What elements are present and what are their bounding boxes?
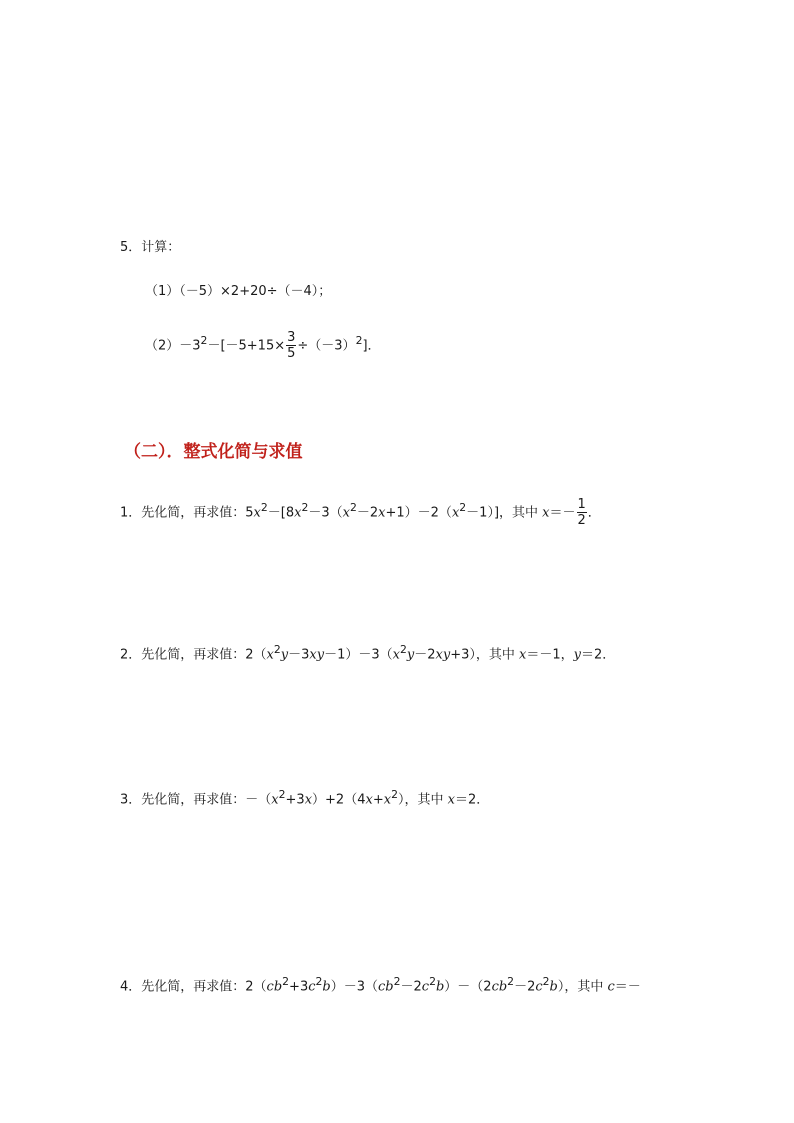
problem-2: 2．先化简，再求值：$2(x^2y-3xy-1)-3(x^2y-2xy+3)$，其中 x＝－1，y＝2． — [120, 643, 616, 663]
q5-part2: $(2)-3^2-[-5+15\times$ $\frac{3}{5}$ $\div(-3)^2$]． — [145, 330, 381, 361]
problem-3: 3．先化简，再求值：$-(x^2+3x)+2(4x+x^2)$，其中 x＝2． — [120, 788, 490, 808]
problem-1: 1．先化简，再求值：$5x^2-[8x^2-3(x^2-2x+1)-2(x^2-1)]$，其中 x＝－ $\frac{1}{2}$ ． — [120, 497, 601, 528]
q5-heading: 5．计算： — [120, 240, 181, 255]
problem-4: 4．先化简，再求值：$2(cb^2+3c^2b)-3(cb^2-2c^2b)-(2cb^2-2c^2b)$，其中 c＝－ — [120, 975, 641, 995]
fraction-one-half: $\frac{1}{2}$ — [577, 497, 586, 528]
section-heading: （二）．整式化简与求值 — [124, 442, 303, 462]
fraction-three-fifths: $\frac{3}{5}$ — [287, 330, 296, 361]
q5-part1: （1）（－5）×2+20÷（－4）； — [145, 284, 332, 299]
